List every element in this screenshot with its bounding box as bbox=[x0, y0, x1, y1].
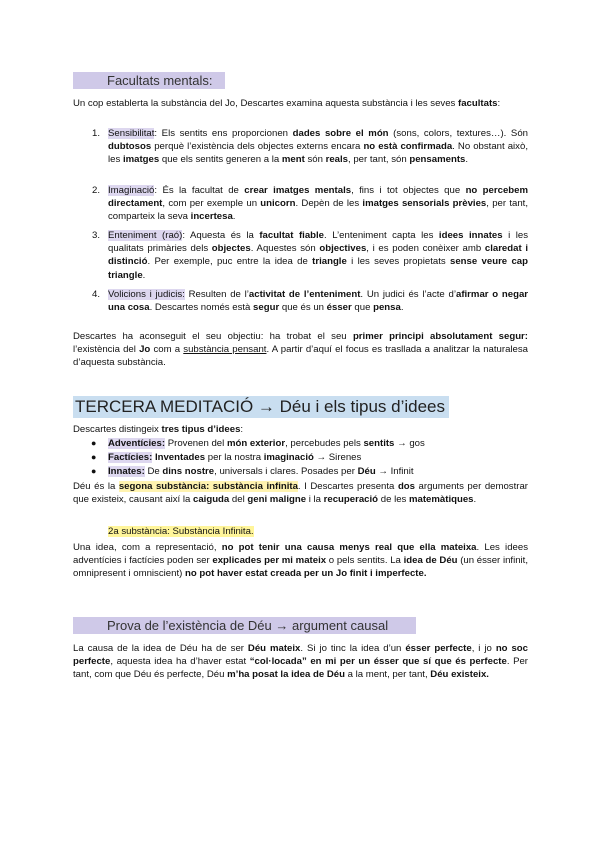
text: → gos bbox=[394, 438, 425, 449]
term-highlight: Innates: bbox=[108, 466, 145, 477]
text: . Aquestes són bbox=[250, 243, 320, 255]
bold-text: matemàtiques bbox=[409, 494, 474, 506]
text: (sons, colors, textures…). Són bbox=[388, 128, 528, 139]
text: i les seves propietats bbox=[346, 256, 451, 268]
bullet-dot: ● bbox=[91, 438, 97, 448]
bold-text: claredat i distinció bbox=[108, 243, 528, 268]
text: arguments per demostrar que existeix, causant així la bbox=[73, 481, 528, 506]
bold-text: pensaments bbox=[409, 154, 466, 166]
bold-text: crear imatges mentals bbox=[244, 185, 352, 196]
text: , i jo bbox=[471, 643, 496, 654]
text: . Per exemple, puc entre la idea de bbox=[147, 256, 313, 268]
list-item-enteniment bbox=[108, 229, 528, 282]
text: . Un judici és l’acte d’ bbox=[360, 289, 456, 300]
text: . No obstant això, les bbox=[108, 141, 528, 166]
term-highlight: Adventícies: bbox=[108, 438, 166, 449]
text: . Les idees adventícies i factícies poden ser bbox=[73, 542, 528, 567]
text: Descartes distingeix bbox=[73, 424, 162, 435]
text: i la bbox=[306, 494, 324, 506]
bold-text: no percebem directament bbox=[108, 185, 528, 210]
text: . Si jo tinc la idea d’un bbox=[300, 643, 406, 654]
term-highlight: Sensibilitat bbox=[108, 128, 155, 139]
list-number: 2. bbox=[92, 185, 101, 196]
text: de les bbox=[378, 494, 409, 506]
text: , universals i clares. Posades per bbox=[214, 466, 358, 477]
text: . bbox=[465, 154, 469, 166]
heading-text: Facultats mentals: bbox=[107, 73, 213, 88]
bold-text: ésser bbox=[326, 302, 352, 314]
text: perquè l’existència dels objectes externs encara bbox=[151, 141, 364, 153]
text: : Aquesta és la bbox=[182, 230, 260, 241]
list-number: 3. bbox=[92, 230, 101, 241]
text: que és un bbox=[279, 302, 327, 314]
text: del bbox=[229, 494, 248, 506]
text: Una idea, com a representació, bbox=[73, 542, 222, 553]
text: per la nostra bbox=[205, 452, 264, 463]
bold-text: triangle bbox=[312, 256, 347, 268]
highlighted-bold-text: segona substància: substància infinita bbox=[118, 481, 298, 492]
text: : És la facultat de bbox=[154, 185, 245, 196]
bold-text: no està confirmada bbox=[363, 141, 453, 153]
underlined-text: substància pensant bbox=[183, 344, 267, 356]
heading-text: TERCERA MEDITACIÓ → Déu i els tipus d’idees bbox=[75, 397, 446, 416]
bold-text: dos bbox=[397, 481, 415, 492]
bold-text: recuperació bbox=[323, 494, 379, 506]
bold-text: unicorn bbox=[260, 198, 296, 210]
text: , aquesta idea ha d’haver estat bbox=[110, 656, 250, 668]
text: Resulten de l’ bbox=[184, 289, 249, 300]
list-number: 4. bbox=[92, 289, 101, 300]
heading-text: Prova de l’existència de Déu → argument causal bbox=[107, 618, 389, 633]
text: que bbox=[351, 302, 374, 314]
text: . I Descartes presenta bbox=[297, 481, 398, 492]
bold-text: explicades per mi mateix bbox=[212, 555, 327, 567]
text: Un cop establerta la substància del Jo, Descartes examina aquesta substància i les seves bbox=[73, 98, 459, 109]
bold-text: primer principi absolutament segur: bbox=[352, 331, 528, 342]
bold-text: geni maligne bbox=[247, 494, 307, 506]
text: . Depèn de les bbox=[295, 198, 363, 210]
text: . bbox=[232, 211, 236, 223]
bold-text: Déu mateix bbox=[247, 643, 301, 654]
bold-text: dins nostre bbox=[162, 466, 215, 477]
text: Provenen del bbox=[165, 438, 227, 449]
text: : bbox=[240, 424, 244, 435]
bold-text: “col·locada” en mi per un ésser que sí que és perfecte bbox=[249, 656, 507, 668]
term-highlight: Imaginació bbox=[108, 185, 155, 196]
text: i les qualitats primàries dels bbox=[108, 230, 528, 255]
bold-text: imatges sensorials prèvies bbox=[362, 198, 487, 210]
bold-text: reals bbox=[325, 154, 349, 166]
intro-paragraph bbox=[73, 97, 528, 110]
bold-text: Déu existeix. bbox=[430, 669, 489, 681]
bold-text: objectes bbox=[211, 243, 251, 255]
tercera-intro bbox=[73, 423, 528, 436]
bold-text: món exterior bbox=[226, 438, 286, 449]
text: → Infinit bbox=[375, 466, 414, 477]
text: De bbox=[144, 466, 163, 477]
text: . Descartes només està bbox=[149, 302, 254, 314]
text: , i es poden conèixer amb bbox=[366, 243, 485, 255]
bold-text: ment bbox=[281, 154, 305, 166]
section-heading-facultats bbox=[73, 72, 225, 89]
text: , per tant, són bbox=[348, 154, 410, 166]
bullet-innates bbox=[108, 465, 528, 478]
bold-text: imaginació bbox=[263, 452, 314, 463]
bold-text: dades sobre el món bbox=[292, 128, 389, 139]
bold-text: incertesa bbox=[190, 211, 233, 223]
bold-text: imatges bbox=[122, 154, 160, 166]
list-number: 1. bbox=[92, 128, 101, 139]
bold-text: Inventades bbox=[154, 452, 206, 463]
text: Descartes ha aconseguit el seu objectiu: ha trobat el seu bbox=[73, 331, 353, 342]
bullet-facticies bbox=[108, 451, 528, 464]
bold-text: m’ha posat la idea de Déu bbox=[227, 669, 345, 681]
bullet-dot: ● bbox=[91, 452, 97, 462]
text: són bbox=[304, 154, 326, 166]
text: . A partir d’aquí el focus es trasllada a analitzar la naturalesa d’aquesta substància. bbox=[73, 344, 529, 369]
idea-paragraph bbox=[73, 541, 528, 581]
text: o pels sentits. La bbox=[326, 555, 404, 567]
term-highlight: Volicions i judicis: bbox=[108, 289, 185, 300]
term-highlight: Factícies: bbox=[108, 452, 153, 463]
bold-text: activitat de l’enteniment bbox=[248, 289, 361, 300]
text: . bbox=[400, 302, 404, 314]
bullet-dot: ● bbox=[91, 466, 97, 476]
bold-text: dubtosos bbox=[108, 141, 152, 153]
bold-text: Jo bbox=[139, 344, 151, 356]
bold-text: no pot tenir una causa menys real que ella mateixa bbox=[221, 542, 477, 553]
second-substance-note bbox=[108, 526, 254, 538]
bold-text: no soc perfecte bbox=[73, 643, 529, 668]
bold-text: Déu bbox=[357, 466, 376, 477]
list-item-imaginacio bbox=[108, 184, 528, 224]
bullet-adventicies bbox=[108, 437, 528, 450]
list-item-volicions bbox=[108, 288, 528, 314]
text: que els sentits generen a la bbox=[159, 154, 282, 166]
bold-text: facultat fiable bbox=[259, 230, 325, 241]
bold-text: sentits bbox=[363, 438, 395, 449]
bold-text: facultats bbox=[458, 98, 498, 109]
bold-text: caiguda bbox=[193, 494, 230, 506]
text: . bbox=[473, 494, 477, 506]
section-heading-prova bbox=[73, 617, 416, 634]
conclusion-paragraph bbox=[73, 330, 528, 370]
text: → Sirenes bbox=[313, 452, 362, 463]
text: (un ésser infinit, omnipresent i omniscient) bbox=[73, 555, 529, 580]
text: : bbox=[497, 98, 501, 109]
text: . L’enteniment capta les bbox=[324, 230, 439, 241]
bold-text: segur bbox=[253, 302, 280, 314]
text: Déu és la bbox=[73, 481, 119, 492]
section-heading-tercera bbox=[73, 396, 449, 418]
bold-text: no pot haver estat creada per un Jo finit i imperfecte. bbox=[184, 568, 427, 580]
bold-text: idees innates bbox=[438, 230, 503, 241]
text: a la ment, per tant, bbox=[344, 669, 431, 681]
text: , percebudes pels bbox=[285, 438, 364, 449]
term-highlight: Enteniment (raó) bbox=[108, 230, 183, 241]
text: , fins i tot objectes que bbox=[351, 185, 466, 196]
bold-text: pensa bbox=[373, 302, 401, 314]
text: , com per exemple un bbox=[162, 198, 261, 210]
prova-paragraph bbox=[73, 642, 528, 682]
text: , per tant, comparteix la seva bbox=[108, 198, 529, 223]
text: com a bbox=[150, 344, 184, 356]
text: : Els sentits ens proporcionen bbox=[154, 128, 293, 139]
text: . Per tant, com que Déu és perfecte, Déu bbox=[73, 656, 529, 681]
deu-paragraph bbox=[73, 480, 528, 506]
bold-text: sense veure cap triangle bbox=[108, 256, 528, 281]
bold-text: ésser perfecte bbox=[405, 643, 472, 654]
bold-text: objectives bbox=[319, 243, 367, 255]
bold-text: tres tipus d’idees bbox=[161, 424, 241, 435]
bold-text: idea de Déu bbox=[403, 555, 458, 567]
text: . bbox=[142, 269, 146, 281]
text: l’existència del bbox=[73, 344, 140, 356]
bold-text: afirmar o negar una cosa bbox=[108, 289, 529, 314]
highlighted-text: 2a substància: Substància Infinita. bbox=[108, 526, 254, 537]
text: La causa de la idea de Déu ha de ser bbox=[73, 643, 248, 654]
list-item-sensibilitat bbox=[108, 127, 528, 167]
